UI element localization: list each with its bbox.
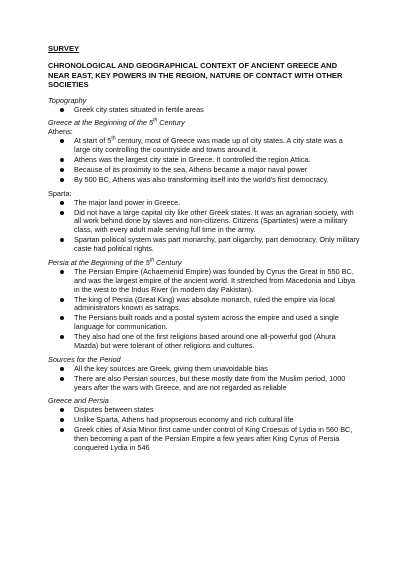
bullet-icon [60, 211, 64, 215]
bullet-list-sparta [48, 199, 360, 254]
title-text: Century [154, 257, 182, 267]
list-item-text: The king of Persia (Great King) was absolute monarch, ruled the empire via local administrators known as satraps. [74, 294, 335, 313]
bullet-list-athens [48, 137, 360, 184]
list-item-text: Unlike Sparta, Athens had propserous economy and rich cultural life [74, 415, 294, 425]
list-item [60, 406, 360, 415]
section-title-sources: Sources for the Period [48, 354, 121, 364]
title-text: Greece at the Beginning of the 5 [48, 118, 154, 128]
list-item-text: Did not have a large capital city like other Greek states. It was an agrarian society, with all work behind done by slaves and non-citizens. Citizens (Spartiates) were a military class, with every adult male serving full time in the army. [74, 207, 354, 235]
section-title-topography: Topography [48, 95, 87, 105]
list-item [60, 209, 360, 236]
list-item-text: Greek cities of Asia Minor first came under control of King Croesus of Lydia in 560 BC, then becoming a part of the Persian Empire a few years after King Cyrus of Persia conquered Lydia in 546 [74, 425, 353, 452]
title-superscript: th [149, 257, 154, 264]
list-item-text: The Persian Empire (Achaemenid Empire) was founded by Cyrus the Great in 550 BC, and was the largest empire of the ancient world. It stretched from Macedonia and Libya in the west to the Indus River (in modern day Pakistan). [74, 266, 356, 294]
list-item-text: Because of its proximity to the sea, Athens became a major naval power [74, 164, 308, 174]
bullet-list-persia [48, 268, 360, 351]
bullet-list-greece-persia [48, 406, 360, 452]
section-persia [48, 259, 360, 351]
section-title-greece-persia: Greece and Persia [48, 396, 109, 406]
section-greece-persia [48, 397, 360, 452]
bullet-icon [60, 238, 64, 242]
superscript: th [111, 135, 116, 142]
bullet-icon [60, 178, 64, 182]
list-item-text: All the key sources are Greek, giving them unavoidable bias [74, 363, 268, 373]
list-item-text: At start of 5 [74, 136, 112, 146]
list-item-text: century, most of Greece was made up of city states. A city state was a large city controlling the countryside and towns around it. [74, 136, 343, 155]
list-item [60, 268, 360, 295]
bullet-icon [60, 201, 64, 205]
list-item [60, 156, 360, 165]
bullet-icon [60, 108, 64, 112]
group-label-athens: Athens: [48, 127, 73, 137]
list-item-text: Disputes between states [74, 405, 154, 415]
document-heading: CHRONOLOGICAL AND GEOGRAPHICAL CONTEXT OF ANCIENT GREECE AND NEAR EAST, KEY POWERS IN THE REGION, NATURE OF CONTACT WITH OTHER SOCIETIES [48, 61, 343, 90]
bullet-icon [60, 316, 64, 320]
section-greece [48, 119, 360, 253]
list-item-text: By 500 BC, Athens was also transforming itself into the world's first democracy. [74, 174, 329, 184]
bullet-icon [60, 335, 64, 339]
list-item [60, 137, 360, 155]
section-title-greece [48, 119, 360, 128]
title-text: Century [157, 118, 185, 128]
list-item [60, 166, 360, 175]
bullet-icon [60, 168, 64, 172]
list-item [60, 416, 360, 425]
list-item-text: They also had one of the first religions based around one all-powerful god (Ahura Mazda) but were tolerant of other religions and cultures. [74, 332, 336, 350]
bullet-icon [60, 139, 64, 143]
section-sources [48, 356, 360, 393]
bullet-icon [60, 428, 64, 432]
title-text: Persia at the Beginning of the 5 [48, 257, 150, 267]
list-item [60, 365, 360, 374]
list-item [60, 296, 360, 314]
list-item [60, 333, 360, 351]
bullet-icon [60, 377, 64, 381]
bullet-list-sources [48, 365, 360, 393]
bullet-icon [60, 367, 64, 371]
bullet-list-topography [48, 106, 360, 115]
list-item-text: The Persians built roads and a postal system across the empire and used a single language for communication. [74, 313, 339, 332]
list-item [60, 375, 360, 393]
list-item [60, 199, 360, 208]
list-item [60, 176, 360, 185]
list-item-text: Spartan political system was part monarchy, part oligarchy, part democracy. Only military caste had political rights. [74, 235, 360, 254]
list-item [60, 426, 360, 453]
list-item-text: There are also Persian sources, but these mostly date from the Muslim period, 1000 years after the wars with Greece, and are not regarded as reliable [74, 373, 346, 392]
list-item [60, 236, 360, 254]
title-superscript: th [153, 118, 158, 125]
bullet-icon [60, 298, 64, 302]
bullet-icon [60, 408, 64, 412]
group-label-sparta: Sparta: [48, 188, 72, 198]
list-item-text: Athens was the largest city state in Greece. It controlled the region Attica. [74, 155, 311, 165]
bullet-icon [60, 418, 64, 422]
section-topography [48, 97, 360, 115]
list-item-text: Greek city states situated in fertile areas [74, 104, 204, 114]
list-item-text: The major land power in Greece. [74, 197, 181, 207]
list-item [60, 314, 360, 332]
bullet-icon [60, 270, 64, 274]
bullet-icon [60, 158, 64, 162]
document-title: SURVEY [48, 44, 80, 53]
list-item [60, 106, 360, 115]
